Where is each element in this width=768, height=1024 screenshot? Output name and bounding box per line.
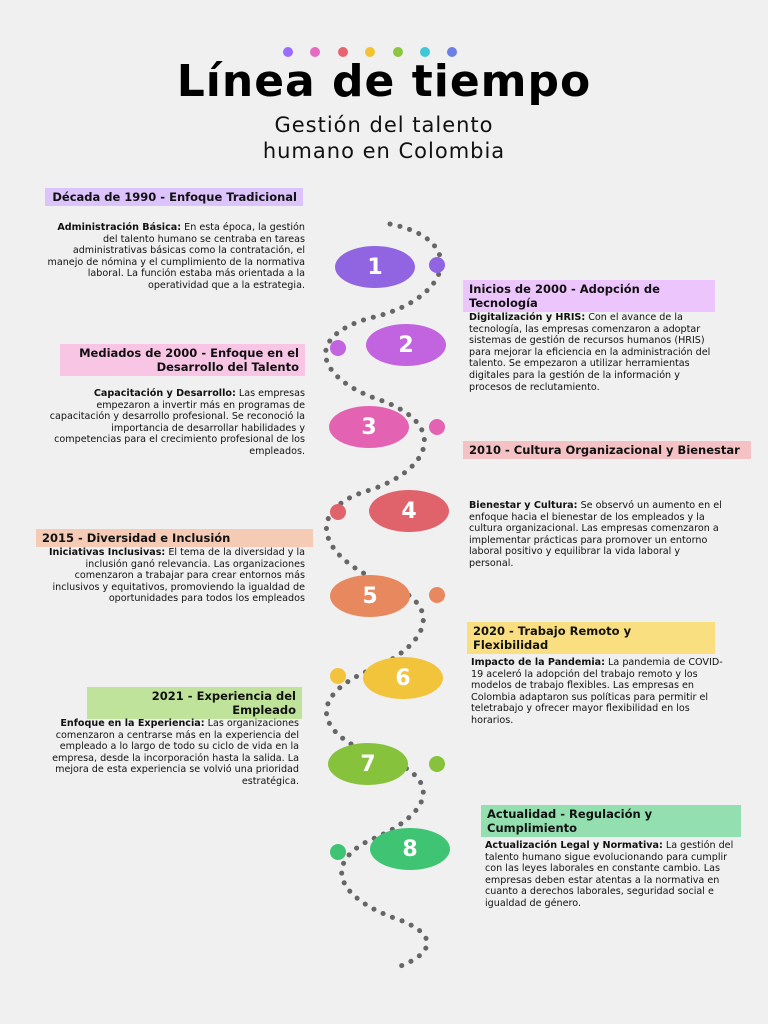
milestone-heading-8-text: Actualidad - Regulación y Cumplimiento xyxy=(487,807,653,835)
milestone-heading-1-text: Década de 1990 - Enfoque Tradicional xyxy=(52,190,297,204)
milestone-number-5: 5 xyxy=(362,583,378,609)
milestone-text-8 xyxy=(485,840,743,910)
side-dot-2 xyxy=(330,340,346,356)
milestone-text-7 xyxy=(45,718,299,788)
milestone-body-2: Con el avance de la tecnología, las empresas comenzaron a adoptar sistemas de gestión de recursos humanos (HRIS) para mejorar la eficiencia en la administración del talento. Se empezaron a utilizar herramientas digitales para la gestión de la información y procesos de reclutamiento. xyxy=(469,312,711,393)
milestone-number-3: 3 xyxy=(361,414,377,440)
milestone-body-4: Se observó un aumento en el enfoque hacia el bienestar de los empleados y la cultura organizacional. Las empresas comenzaron a implementar prácticas para promover un entorno laboral positivo y equilibrar la vida laboral y personal. xyxy=(469,500,722,569)
milestone-circle-2 xyxy=(366,324,446,366)
milestone-heading-4-text: 2010 - Cultura Organizacional y Bienestar xyxy=(469,443,740,457)
milestone-body-7: Las organizaciones comenzaron a centrarse más en la experiencia del empleado a lo largo de todo su ciclo de vida en la empresa, desde la incorporación hasta la salida. La mejora de esta experiencia se volvió una prioridad estratégica. xyxy=(52,718,299,787)
milestone-number-4: 4 xyxy=(401,498,417,524)
side-dot-8 xyxy=(330,844,346,860)
milestone-circle-5 xyxy=(330,575,410,617)
milestone-lead-5: Iniciativas Inclusivas: xyxy=(48,547,166,558)
milestone-heading-5 xyxy=(36,529,313,547)
side-dot-5 xyxy=(429,587,445,603)
milestone-number-1: 1 xyxy=(367,254,383,280)
milestone-lead-6: Impacto de la Pandemia: xyxy=(471,657,605,668)
milestone-body-3: Las empresas empezaron a invertir más en programas de capacitación y desarrollo profesional. Se reconoció la importancia de desarrollar habilidades y competencias para el crecimiento profesional de los empleados. xyxy=(49,388,305,457)
milestone-lead-3: Capacitación y Desarrollo: xyxy=(93,388,236,399)
milestone-heading-2 xyxy=(463,280,715,312)
milestone-heading-1 xyxy=(45,188,303,206)
milestone-heading-3-text: Mediados de 2000 - Enfoque en el Desarrollo del Talento xyxy=(79,346,299,374)
milestone-lead-4: Bienestar y Cultura: xyxy=(469,500,578,511)
milestone-heading-6 xyxy=(467,622,715,654)
milestone-circle-8 xyxy=(370,828,450,870)
milestone-heading-8 xyxy=(481,805,741,837)
subtitle-line-1: Gestión del talento xyxy=(274,113,494,137)
side-dot-4 xyxy=(330,504,346,520)
milestone-lead-8: Actualización Legal y Normativa: xyxy=(485,840,663,851)
milestone-body-5: El tema de la diversidad y la inclusión ganó relevancia. Las organizaciones comenzaron a trabajar para crear entornos más inclusivos y equitativos, promoviendo la igualdad de oportunidades para todos los empleados xyxy=(52,547,305,605)
milestone-body-6: La pandemia de COVID-19 aceleró la adopción del trabajo remoto y los modelos de trabajo flexibles. Las empresas en Colombia adaptaron sus políticas para permitir el teletrabajo y ofrecer mayor flexibilidad en los horarios. xyxy=(471,657,723,726)
milestone-lead-7: Enfoque en la Experiencia: xyxy=(60,718,205,729)
milestone-heading-4 xyxy=(463,441,751,459)
milestone-circle-1 xyxy=(335,246,415,288)
milestone-body-8: La gestión del talento humano sigue evolucionando para cumplir con las leyes laborales en constante cambio. Las empresas deben estar atentas a la normativa en cuanto a derechos laborales, seguridad social e igualdad de género. xyxy=(485,840,734,909)
milestone-number-8: 8 xyxy=(402,836,418,862)
milestone-number-6: 6 xyxy=(395,665,411,691)
milestone-text-4 xyxy=(469,500,725,570)
milestone-number-7: 7 xyxy=(360,751,376,777)
milestone-circle-7 xyxy=(328,743,408,785)
milestone-body-1: En esta época, la gestión del talento humano se centraba en tareas administrativas básicas como la contratación, el manejo de nómina y el cumplimiento de la normativa laboral. La función estaba más orientada a la operatividad que a la estrategia. xyxy=(47,222,305,291)
milestone-text-3 xyxy=(45,388,305,458)
milestone-text-1 xyxy=(45,222,305,292)
milestone-heading-3 xyxy=(60,344,305,376)
milestone-circle-4 xyxy=(369,490,449,532)
milestone-heading-5-text: 2015 - Diversidad e Inclusión xyxy=(42,531,231,545)
side-dot-1 xyxy=(429,257,445,273)
subtitle-line-2: humano en Colombia xyxy=(262,139,506,163)
milestone-text-5 xyxy=(45,547,305,605)
side-dot-7 xyxy=(429,756,445,772)
side-dot-3 xyxy=(429,419,445,435)
milestone-number-2: 2 xyxy=(398,332,414,358)
milestone-text-2 xyxy=(469,312,721,393)
milestone-lead-2: Digitalización y HRIS: xyxy=(469,312,586,323)
side-dot-6 xyxy=(330,668,346,684)
milestone-heading-7 xyxy=(87,687,302,719)
page-title: Línea de tiempo xyxy=(176,56,592,107)
milestone-text-6 xyxy=(471,657,727,727)
milestone-circle-3 xyxy=(329,406,409,448)
milestone-circle-6 xyxy=(363,657,443,699)
milestone-lead-1: Administración Básica: xyxy=(57,222,182,233)
milestone-heading-2-text: Inicios de 2000 - Adopción de Tecnología xyxy=(469,282,660,310)
milestone-heading-7-text: 2021 - Experiencia del Empleado xyxy=(151,689,296,717)
milestone-heading-6-text: 2020 - Trabajo Remoto y Flexibilidad xyxy=(473,624,632,652)
